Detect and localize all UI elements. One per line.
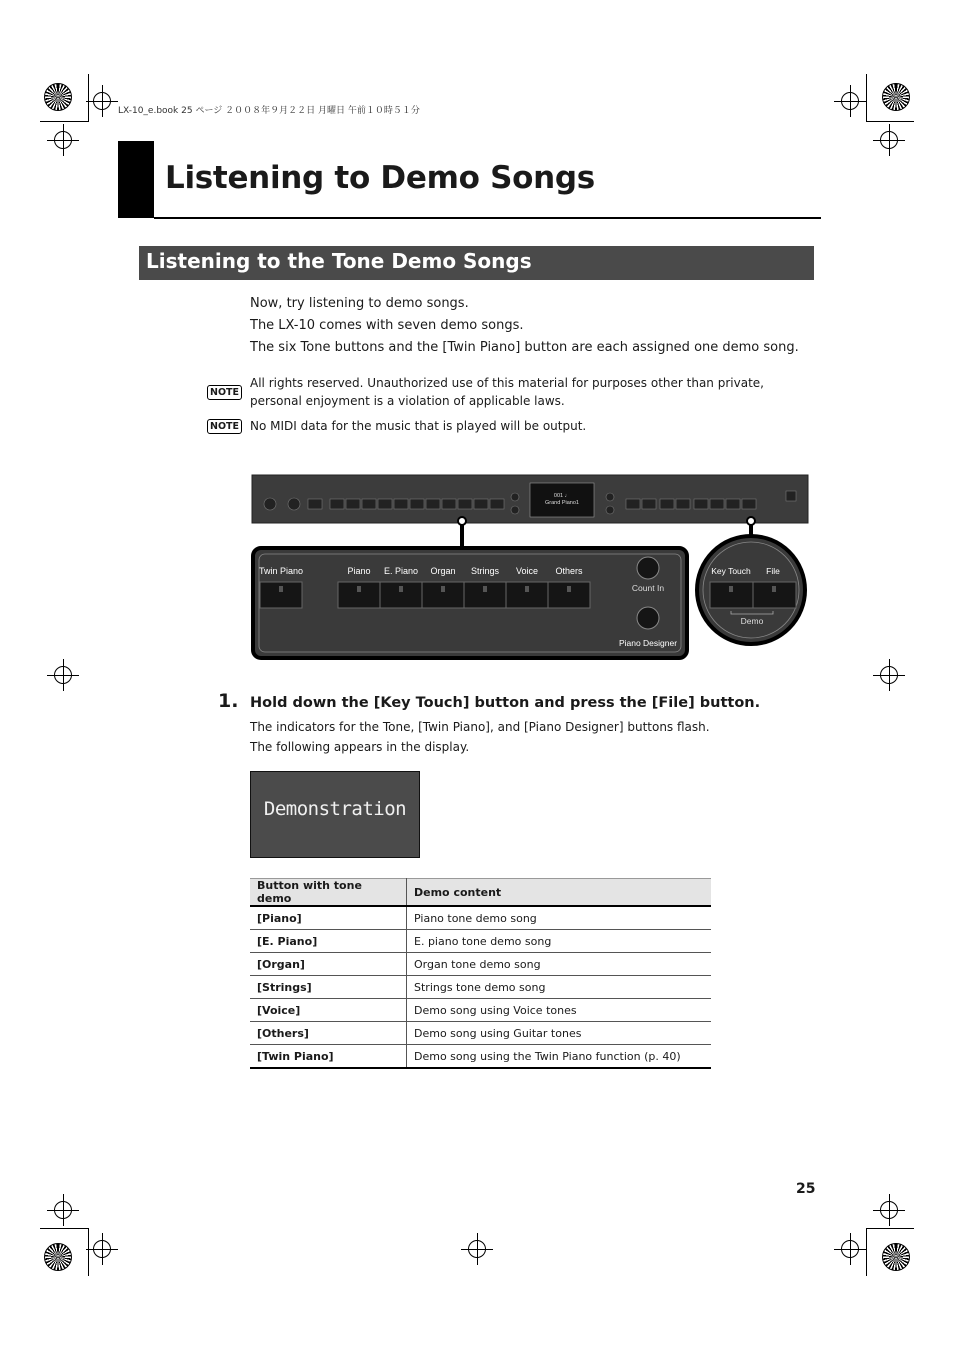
registration-star-icon <box>882 83 910 111</box>
table-row <box>250 1022 711 1045</box>
table-row <box>250 999 711 1022</box>
table-cell: [Others] <box>250 1022 407 1045</box>
table-cell: [Piano] <box>250 906 407 930</box>
note-badge: NOTE <box>207 385 242 400</box>
mini-display-line: Grand Piano1 <box>545 500 579 506</box>
registration-target-icon <box>841 92 859 110</box>
table-row <box>250 1045 711 1069</box>
registration-target-icon <box>841 1240 859 1258</box>
tone-label: E. Piano <box>383 566 419 576</box>
lcd-display <box>250 771 420 858</box>
registration-target-icon <box>54 1201 72 1219</box>
twin-piano-label: Twin Piano <box>259 566 304 576</box>
table-cell: [Strings] <box>250 976 407 999</box>
table-row <box>250 906 711 930</box>
note-text: No MIDI data for the music that is played will be output. <box>250 419 587 433</box>
table-cell: E. piano tone demo song <box>407 930 712 953</box>
count-in-label: Count In <box>631 583 665 593</box>
step-line: The indicators for the Tone, [Twin Piano], and [Piano Designer] buttons flash. <box>250 720 710 734</box>
table-cell: Organ tone demo song <box>407 953 712 976</box>
registration-star-icon <box>882 1243 910 1271</box>
tone-label: Voice <box>515 566 539 576</box>
file-label: File <box>766 566 780 576</box>
table-cell: Demo song using the Twin Piano function (p. 40) <box>407 1045 712 1069</box>
table-cell: [E. Piano] <box>250 930 407 953</box>
registration-target-icon <box>93 1240 111 1258</box>
table-cell: Strings tone demo song <box>407 976 712 999</box>
page-number: 25 <box>796 1181 816 1197</box>
registration-target-icon <box>880 131 898 149</box>
registration-target-icon <box>54 131 72 149</box>
registration-star-icon <box>44 83 72 111</box>
intro-line: The LX-10 comes with seven demo songs. <box>250 318 524 333</box>
demo-label: Demo <box>740 616 764 626</box>
demo-table <box>250 878 711 1069</box>
panel-illustration <box>250 473 810 663</box>
table-header: Demo content <box>407 879 712 907</box>
step-heading: Hold down the [Key Touch] button and press the [File] button. <box>250 695 761 711</box>
tone-label: Piano <box>347 566 371 576</box>
piano-designer-label: Piano Designer <box>618 638 678 648</box>
note-text: All rights reserved. Unauthorized use of this material for purposes other than private, personal enjoyment is a violation of applicable laws. <box>250 376 764 408</box>
table-row <box>250 976 711 999</box>
table-cell: [Voice] <box>250 999 407 1022</box>
mini-display-line: 001 ♩ <box>553 493 571 499</box>
registration-target-icon <box>468 1240 486 1258</box>
table-cell: [Organ] <box>250 953 407 976</box>
table-row <box>250 953 711 976</box>
table-cell: Demo song using Guitar tones <box>407 1022 712 1045</box>
registration-target-icon <box>54 666 72 684</box>
table-cell: Demo song using Voice tones <box>407 999 712 1022</box>
registration-target-icon <box>880 666 898 684</box>
step-line: The following appears in the display. <box>250 740 470 754</box>
registration-target-icon <box>880 1201 898 1219</box>
registration-star-icon <box>44 1243 72 1271</box>
tone-label: Strings <box>470 566 500 576</box>
table-row <box>250 930 711 953</box>
note-badge: NOTE <box>207 419 242 434</box>
intro-line: The six Tone buttons and the [Twin Piano] button are each assigned one demo song. <box>250 340 799 355</box>
title-rule <box>154 217 821 219</box>
page-title: Listening to Demo Songs <box>165 160 595 196</box>
table-header: Button with tone demo <box>250 879 407 907</box>
step-number: 1. <box>218 690 239 712</box>
print-header: LX-10_e.book 25 ページ ２００８年９月２２日 月曜日 午前１０時５１分 <box>118 106 420 116</box>
tone-label: Organ <box>430 566 456 576</box>
title-block <box>118 141 154 218</box>
table-cell: [Twin Piano] <box>250 1045 407 1069</box>
key-touch-label: Key Touch <box>711 566 751 576</box>
table-header-row <box>250 879 711 907</box>
section-title: Listening to the Tone Demo Songs <box>146 249 532 273</box>
tone-label: Others <box>555 566 583 576</box>
registration-target-icon <box>93 92 111 110</box>
intro-line: Now, try listening to demo songs. <box>250 296 469 311</box>
lcd-text: Demonstration <box>263 798 407 820</box>
table-cell: Piano tone demo song <box>407 906 712 930</box>
